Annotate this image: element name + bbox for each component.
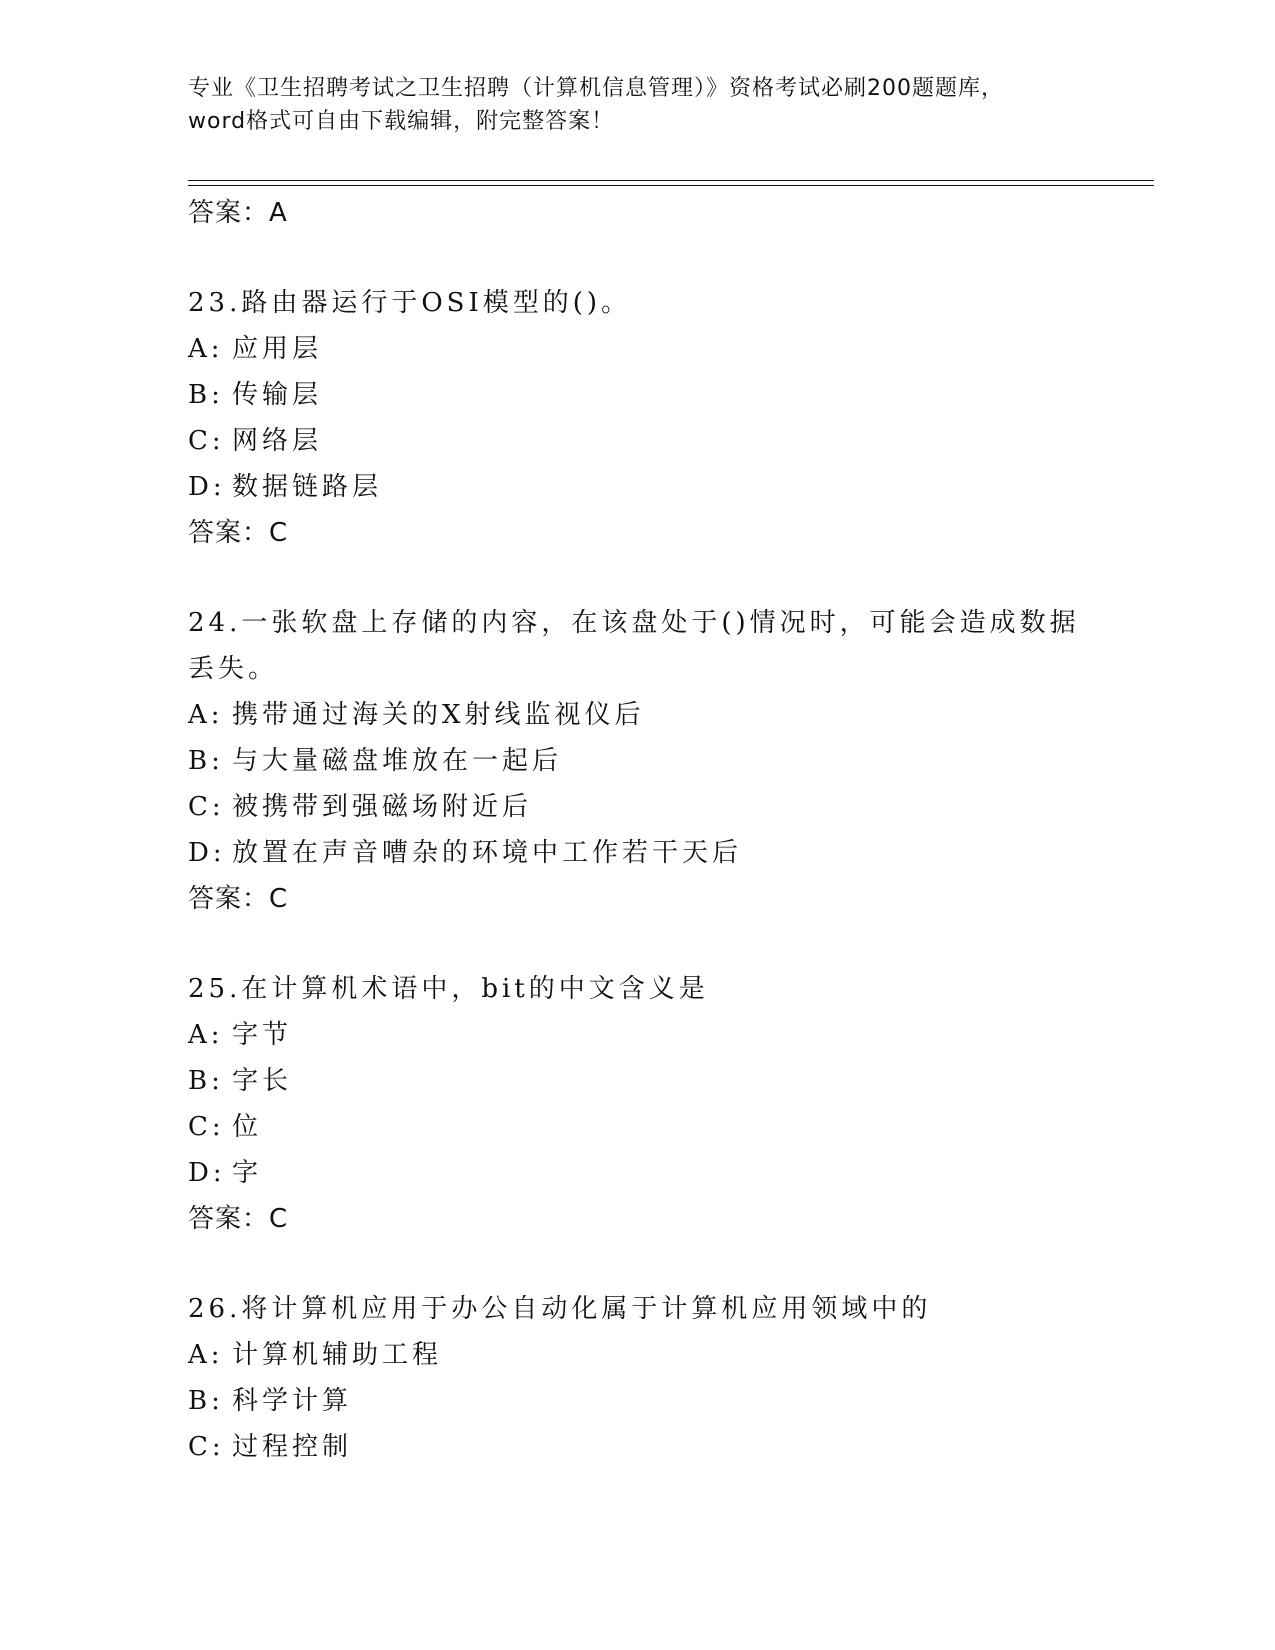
header-line-2: word格式可自由下载编辑，附完整答案！ <box>188 109 615 134</box>
header-divider-bottom <box>188 185 1154 186</box>
question-stem: 24.一张软盘上存储的内容，在该盘处于()情况时，可能会造成数据丢失。 <box>188 608 1080 684</box>
option-b <box>188 372 1088 418</box>
option-letter: D: <box>188 838 226 868</box>
option-text: 网络层 <box>232 426 323 456</box>
question-stem: 26.将计算机应用于办公自动化属于计算机应用领域中的 <box>188 1294 932 1324</box>
option-text: 科学计算 <box>232 1386 353 1416</box>
option-letter: A: <box>188 1020 224 1050</box>
option-letter: A: <box>188 334 224 364</box>
header-line-1: 专业《卫生招聘考试之卫生招聘（计算机信息管理）》资格考试必刷200题题库， <box>188 76 1004 101</box>
answer-line: 答案：C <box>188 884 289 914</box>
option-letter: B: <box>188 1066 224 1096</box>
document-header <box>188 72 1088 138</box>
option-d <box>188 830 1088 876</box>
option-letter: C: <box>188 792 225 822</box>
option-text: 计算机辅助工程 <box>232 1340 443 1370</box>
option-text: 字 <box>232 1158 263 1188</box>
option-text: 携带通过海关的X射线监视仪后 <box>232 700 645 730</box>
option-text: 字节 <box>232 1020 293 1050</box>
question-25 <box>188 966 1088 1242</box>
option-c <box>188 1424 1088 1470</box>
header-divider-top <box>188 180 1154 181</box>
option-letter: D: <box>188 472 226 502</box>
option-d <box>188 464 1088 510</box>
question-26 <box>188 1286 1088 1470</box>
option-c <box>188 1104 1088 1150</box>
option-letter: B: <box>188 746 224 776</box>
option-text: 放置在声音嘈杂的环境中工作若干天后 <box>232 838 743 868</box>
option-c <box>188 784 1088 830</box>
option-text: 过程控制 <box>232 1432 353 1462</box>
option-c <box>188 418 1088 464</box>
question-23 <box>188 280 1088 556</box>
option-letter: A: <box>188 700 224 730</box>
option-letter: A: <box>188 1340 224 1370</box>
option-b <box>188 1378 1088 1424</box>
option-letter: B: <box>188 1386 224 1416</box>
option-text: 位 <box>232 1112 263 1142</box>
question-24 <box>188 600 1088 922</box>
option-text: 应用层 <box>232 334 323 364</box>
option-d <box>188 1150 1088 1196</box>
option-letter: D: <box>188 1158 226 1188</box>
option-a <box>188 692 1088 738</box>
option-text: 字长 <box>232 1066 293 1096</box>
question-list <box>188 190 1088 1470</box>
answer-line: 答案：C <box>188 1204 289 1234</box>
answer-line: 答案：A <box>188 198 288 228</box>
option-text: 被携带到强磁场附近后 <box>232 792 533 822</box>
option-letter: C: <box>188 426 225 456</box>
option-letter: C: <box>188 1432 225 1462</box>
option-text: 传输层 <box>232 380 323 410</box>
question-stem: 25.在计算机术语中，bit的中文含义是 <box>188 974 709 1004</box>
option-letter: C: <box>188 1112 225 1142</box>
option-letter: B: <box>188 380 224 410</box>
option-a <box>188 1012 1088 1058</box>
option-b <box>188 1058 1088 1104</box>
option-b <box>188 738 1088 784</box>
option-a <box>188 1332 1088 1378</box>
option-text: 与大量磁盘堆放在一起后 <box>232 746 563 776</box>
answer-line: 答案：C <box>188 518 289 548</box>
option-a <box>188 326 1088 372</box>
question-stem: 23.路由器运行于OSI模型的()。 <box>188 288 632 318</box>
option-text: 数据链路层 <box>232 472 383 502</box>
